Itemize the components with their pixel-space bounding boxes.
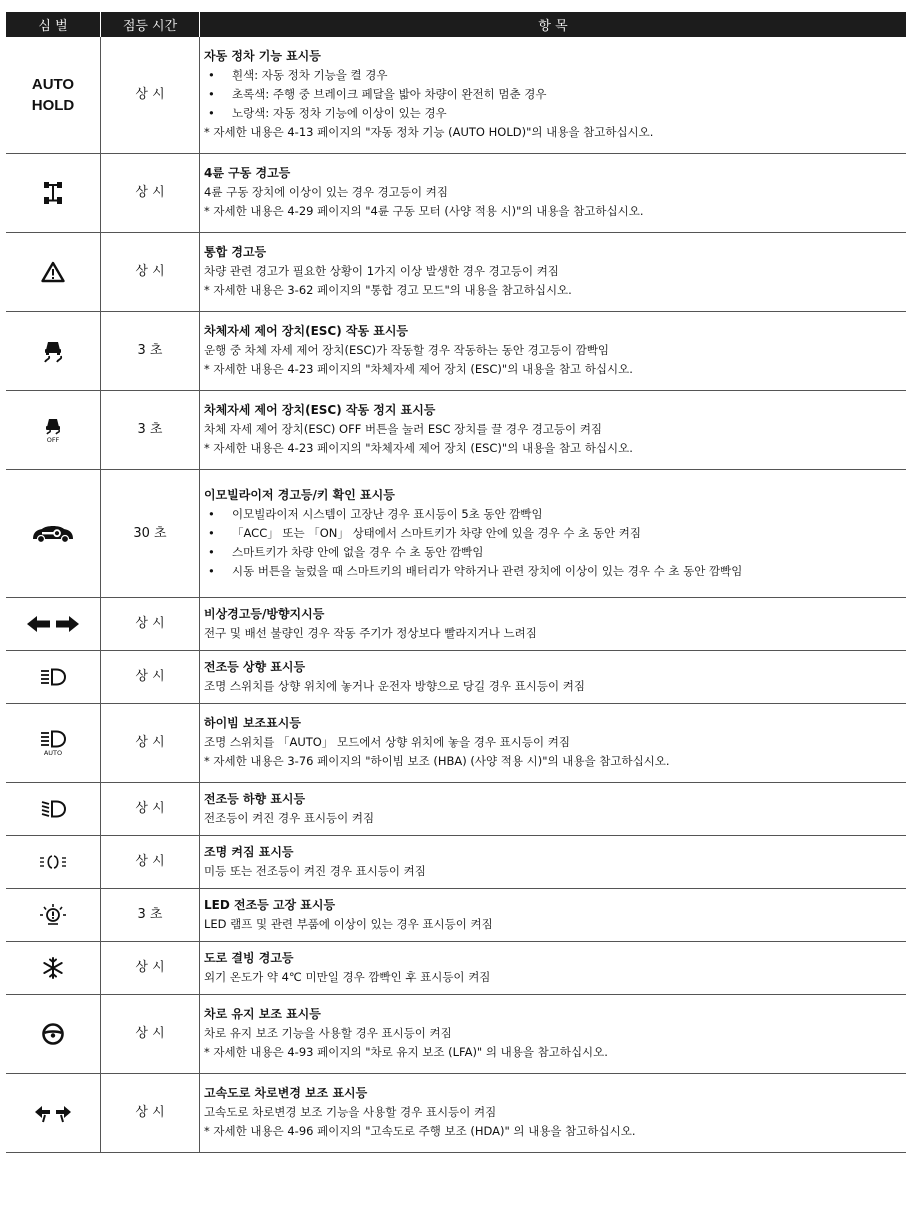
- indicator-table: [6, 12, 906, 1153]
- row-title: 고속도로 차로변경 보조 표시등: [204, 1086, 368, 1100]
- item-cell: [200, 888, 907, 941]
- item-cell: [200, 782, 907, 835]
- header-symbol: 심 벌: [6, 12, 101, 37]
- awd-warning-icon: [42, 180, 64, 206]
- reference-note: * 자세한 내용은 4-93 페이지의 "차로 유지 보조 (LFA)" 의 내용을 참고하십시오.: [204, 1045, 608, 1059]
- hba-auto-label: AUTO: [43, 748, 63, 756]
- reference-note: * 자세한 내용은 4-96 페이지의 "고속도로 주행 보조 (HDA)" 의 내용을 참고하십시오.: [204, 1124, 636, 1138]
- symbol-cell: [6, 37, 101, 153]
- symbol-cell: [6, 469, 101, 597]
- bullet-item: • 「ACC」 또는 「ON」 상태에서 스마트키가 차량 안에 있을 경우 수 초 동안 켜짐: [204, 524, 904, 543]
- reference-note: * 자세한 내용은 4-29 페이지의 "4륜 구동 모터 (사양 적용 시)"의 내용을 참고하십시오.: [204, 204, 644, 218]
- row-title: 차체자세 제어 장치(ESC) 작동 정지 표시등: [204, 403, 436, 417]
- time-cell: 상 시: [101, 232, 200, 311]
- item-cell: [200, 703, 907, 782]
- bullet-item: • 스마트키가 차량 안에 없을 경우 수 초 동안 깜빡임: [204, 543, 904, 562]
- symbol-cell: [6, 650, 101, 703]
- esc-off-icon: [42, 416, 64, 444]
- symbol-cell: [6, 390, 101, 469]
- time-cell: 상 시: [101, 37, 200, 153]
- table-row: [6, 37, 906, 153]
- table-row: [6, 1073, 906, 1152]
- time-cell: 상 시: [101, 1073, 200, 1152]
- row-title: 전조등 상향 표시등: [204, 659, 306, 674]
- item-cell: [200, 597, 907, 650]
- row-title: LED 전조등 고장 표시등: [204, 897, 336, 912]
- row-title: 자동 정차 기능 표시등: [204, 49, 321, 64]
- time-cell: 30 초: [101, 469, 200, 597]
- row-title: 통합 경고등: [204, 245, 267, 259]
- esc-off-label: OFF: [46, 435, 60, 444]
- item-cell: [200, 232, 907, 311]
- time-cell: 상 시: [101, 941, 200, 994]
- symbol-cell: [6, 941, 101, 994]
- bullet-item: • 흰색: 자동 정차 기능을 켤 경우: [204, 66, 904, 85]
- immobilizer-icon: [30, 523, 76, 543]
- item-cell: [200, 153, 907, 232]
- table-header-row: [6, 12, 906, 37]
- table-row: [6, 888, 906, 941]
- bullet-item: • 노랑색: 자동 정차 기능에 이상이 있는 경우: [204, 104, 904, 123]
- description-line: 조명 스위치를 상향 위치에 놓거나 운전자 방향으로 당길 경우 표시등이 켜짐: [204, 678, 585, 693]
- time-cell: 3 초: [101, 888, 200, 941]
- item-cell: [200, 994, 907, 1073]
- row-title: 이모빌라이저 경고등/키 확인 표시등: [204, 487, 395, 502]
- table-row: [6, 835, 906, 888]
- table-row: [6, 782, 906, 835]
- master-warning-icon: [41, 261, 65, 283]
- row-title: 조명 켜짐 표시등: [204, 844, 294, 859]
- item-cell: [200, 469, 907, 597]
- description-line: 운행 중 차체 자세 제어 장치(ESC)가 작동할 경우 작동하는 동안 경고등이 깜빡임: [204, 343, 610, 357]
- description-line: 4륜 구동 장치에 이상이 있는 경우 경고등이 켜짐: [204, 185, 448, 199]
- table-row: [6, 994, 906, 1073]
- symbol-cell: [6, 153, 101, 232]
- table-row: [6, 153, 906, 232]
- description-line: 고속도로 차로변경 보조 기능을 사용할 경우 표시등이 켜짐: [204, 1105, 497, 1119]
- header-time: 점등 시간: [101, 12, 200, 37]
- description-line: 차체 자세 제어 장치(ESC) OFF 버튼을 눌러 ESC 장치를 끌 경우 경고등이 켜짐: [204, 422, 603, 436]
- symbol-cell: [6, 703, 101, 782]
- symbol-cell: [6, 994, 101, 1073]
- bullet-item: • 이모빌라이저 시스템이 고장난 경우 표시등이 5초 동안 깜빡임: [204, 505, 904, 524]
- item-cell: [200, 37, 907, 153]
- row-title: 도로 결빙 경고등: [204, 950, 294, 965]
- time-cell: 상 시: [101, 650, 200, 703]
- auto-hold-symbol: AUTO HOLD: [31, 75, 75, 114]
- item-cell: [200, 390, 907, 469]
- time-cell: 상 시: [101, 597, 200, 650]
- table-row: [6, 469, 906, 597]
- item-cell: [200, 311, 907, 390]
- description-line: 차로 유지 보조 기능을 사용할 경우 표시등이 켜짐: [204, 1026, 452, 1040]
- header-item: 항 목: [200, 12, 907, 37]
- lane-following-icon: [41, 1022, 65, 1046]
- table-row: [6, 650, 906, 703]
- high-beam-assist-icon: [40, 730, 66, 756]
- reference-note: * 자세한 내용은 4-23 페이지의 "차체자세 제어 장치 (ESC)"의 내용을 참고 하십시오.: [204, 441, 633, 455]
- description-line: 전구 및 배선 불량인 경우 작동 주기가 정상보다 빨라지거나 느려짐: [204, 625, 537, 640]
- time-cell: 3 초: [101, 390, 200, 469]
- time-cell: 상 시: [101, 703, 200, 782]
- row-title: 하이빔 보조표시등: [204, 716, 301, 730]
- reference-note: * 자세한 내용은 3-62 페이지의 "통합 경고 모드"의 내용을 참고하십시오.: [204, 283, 572, 297]
- time-cell: 3 초: [101, 311, 200, 390]
- description-line: 미등 또는 전조등이 켜진 경우 표시등이 켜짐: [204, 863, 426, 878]
- icy-road-icon: [41, 956, 65, 980]
- tail-lamp-icon: [39, 854, 67, 870]
- description-line: 차량 관련 경고가 필요한 상황이 1가지 이상 발생한 경우 경고등이 켜짐: [204, 264, 559, 278]
- symbol-cell: [6, 311, 101, 390]
- time-cell: 상 시: [101, 835, 200, 888]
- description-line: 전조등이 켜진 경우 표시등이 켜짐: [204, 810, 375, 825]
- description-line: LED 램프 및 관련 부품에 이상이 있는 경우 표시등이 켜짐: [204, 916, 493, 931]
- reference-note: * 자세한 내용은 4-13 페이지의 "자동 정차 기능 (AUTO HOLD)"의 내용을 참고하십시오.: [204, 125, 654, 140]
- low-beam-icon: [40, 800, 66, 818]
- row-title: 전조등 하향 표시등: [204, 791, 306, 806]
- table-row: [6, 703, 906, 782]
- time-cell: 상 시: [101, 153, 200, 232]
- item-cell: [200, 941, 907, 994]
- led-headlamp-fault-icon: [39, 903, 67, 927]
- table-row: [6, 390, 906, 469]
- table-row: [6, 311, 906, 390]
- turn-signal-icon: [26, 615, 80, 633]
- symbol-cell: [6, 1073, 101, 1152]
- lane-change-assist-icon: [33, 1103, 73, 1123]
- item-cell: [200, 650, 907, 703]
- description-line: 외기 온도가 약 4℃ 미만일 경우 깜빡인 후 표시등이 켜짐: [204, 969, 491, 984]
- time-cell: 상 시: [101, 782, 200, 835]
- row-title: 4륜 구동 경고등: [204, 166, 291, 180]
- high-beam-icon: [40, 668, 66, 686]
- time-cell: 상 시: [101, 994, 200, 1073]
- table-row: [6, 597, 906, 650]
- row-title: 비상경고등/방향지시등: [204, 606, 325, 621]
- symbol-cell: [6, 597, 101, 650]
- symbol-cell: [6, 888, 101, 941]
- reference-note: * 자세한 내용은 3-76 페이지의 "하이빔 보조 (HBA) (사양 적용 시)"의 내용을 참고하십시오.: [204, 754, 670, 768]
- symbol-cell: [6, 782, 101, 835]
- reference-note: * 자세한 내용은 4-23 페이지의 "차체자세 제어 장치 (ESC)"의 내용을 참고 하십시오.: [204, 362, 633, 376]
- row-title: 차체자세 제어 장치(ESC) 작동 표시등: [204, 324, 409, 338]
- description-line: 조명 스위치를 「AUTO」 모드에서 상향 위치에 놓을 경우 표시등이 켜짐: [204, 735, 570, 749]
- bullet-item: • 시동 버튼을 눌렀을 때 스마트키의 배터리가 약하거나 관련 장치에 이상이 있는 경우 수 초 동안 깜빡임: [204, 562, 904, 581]
- svg-text:!: !: [51, 187, 55, 196]
- bullet-item: • 초록색: 주행 중 브레이크 페달을 밟아 차량이 완전히 멈춘 경우: [204, 85, 904, 104]
- item-cell: [200, 835, 907, 888]
- symbol-cell: [6, 835, 101, 888]
- table-row: [6, 232, 906, 311]
- symbol-cell: [6, 232, 101, 311]
- item-cell: [200, 1073, 907, 1152]
- row-title: 차로 유지 보조 표시등: [204, 1007, 321, 1021]
- esc-active-icon: [42, 338, 64, 364]
- table-row: [6, 941, 906, 994]
